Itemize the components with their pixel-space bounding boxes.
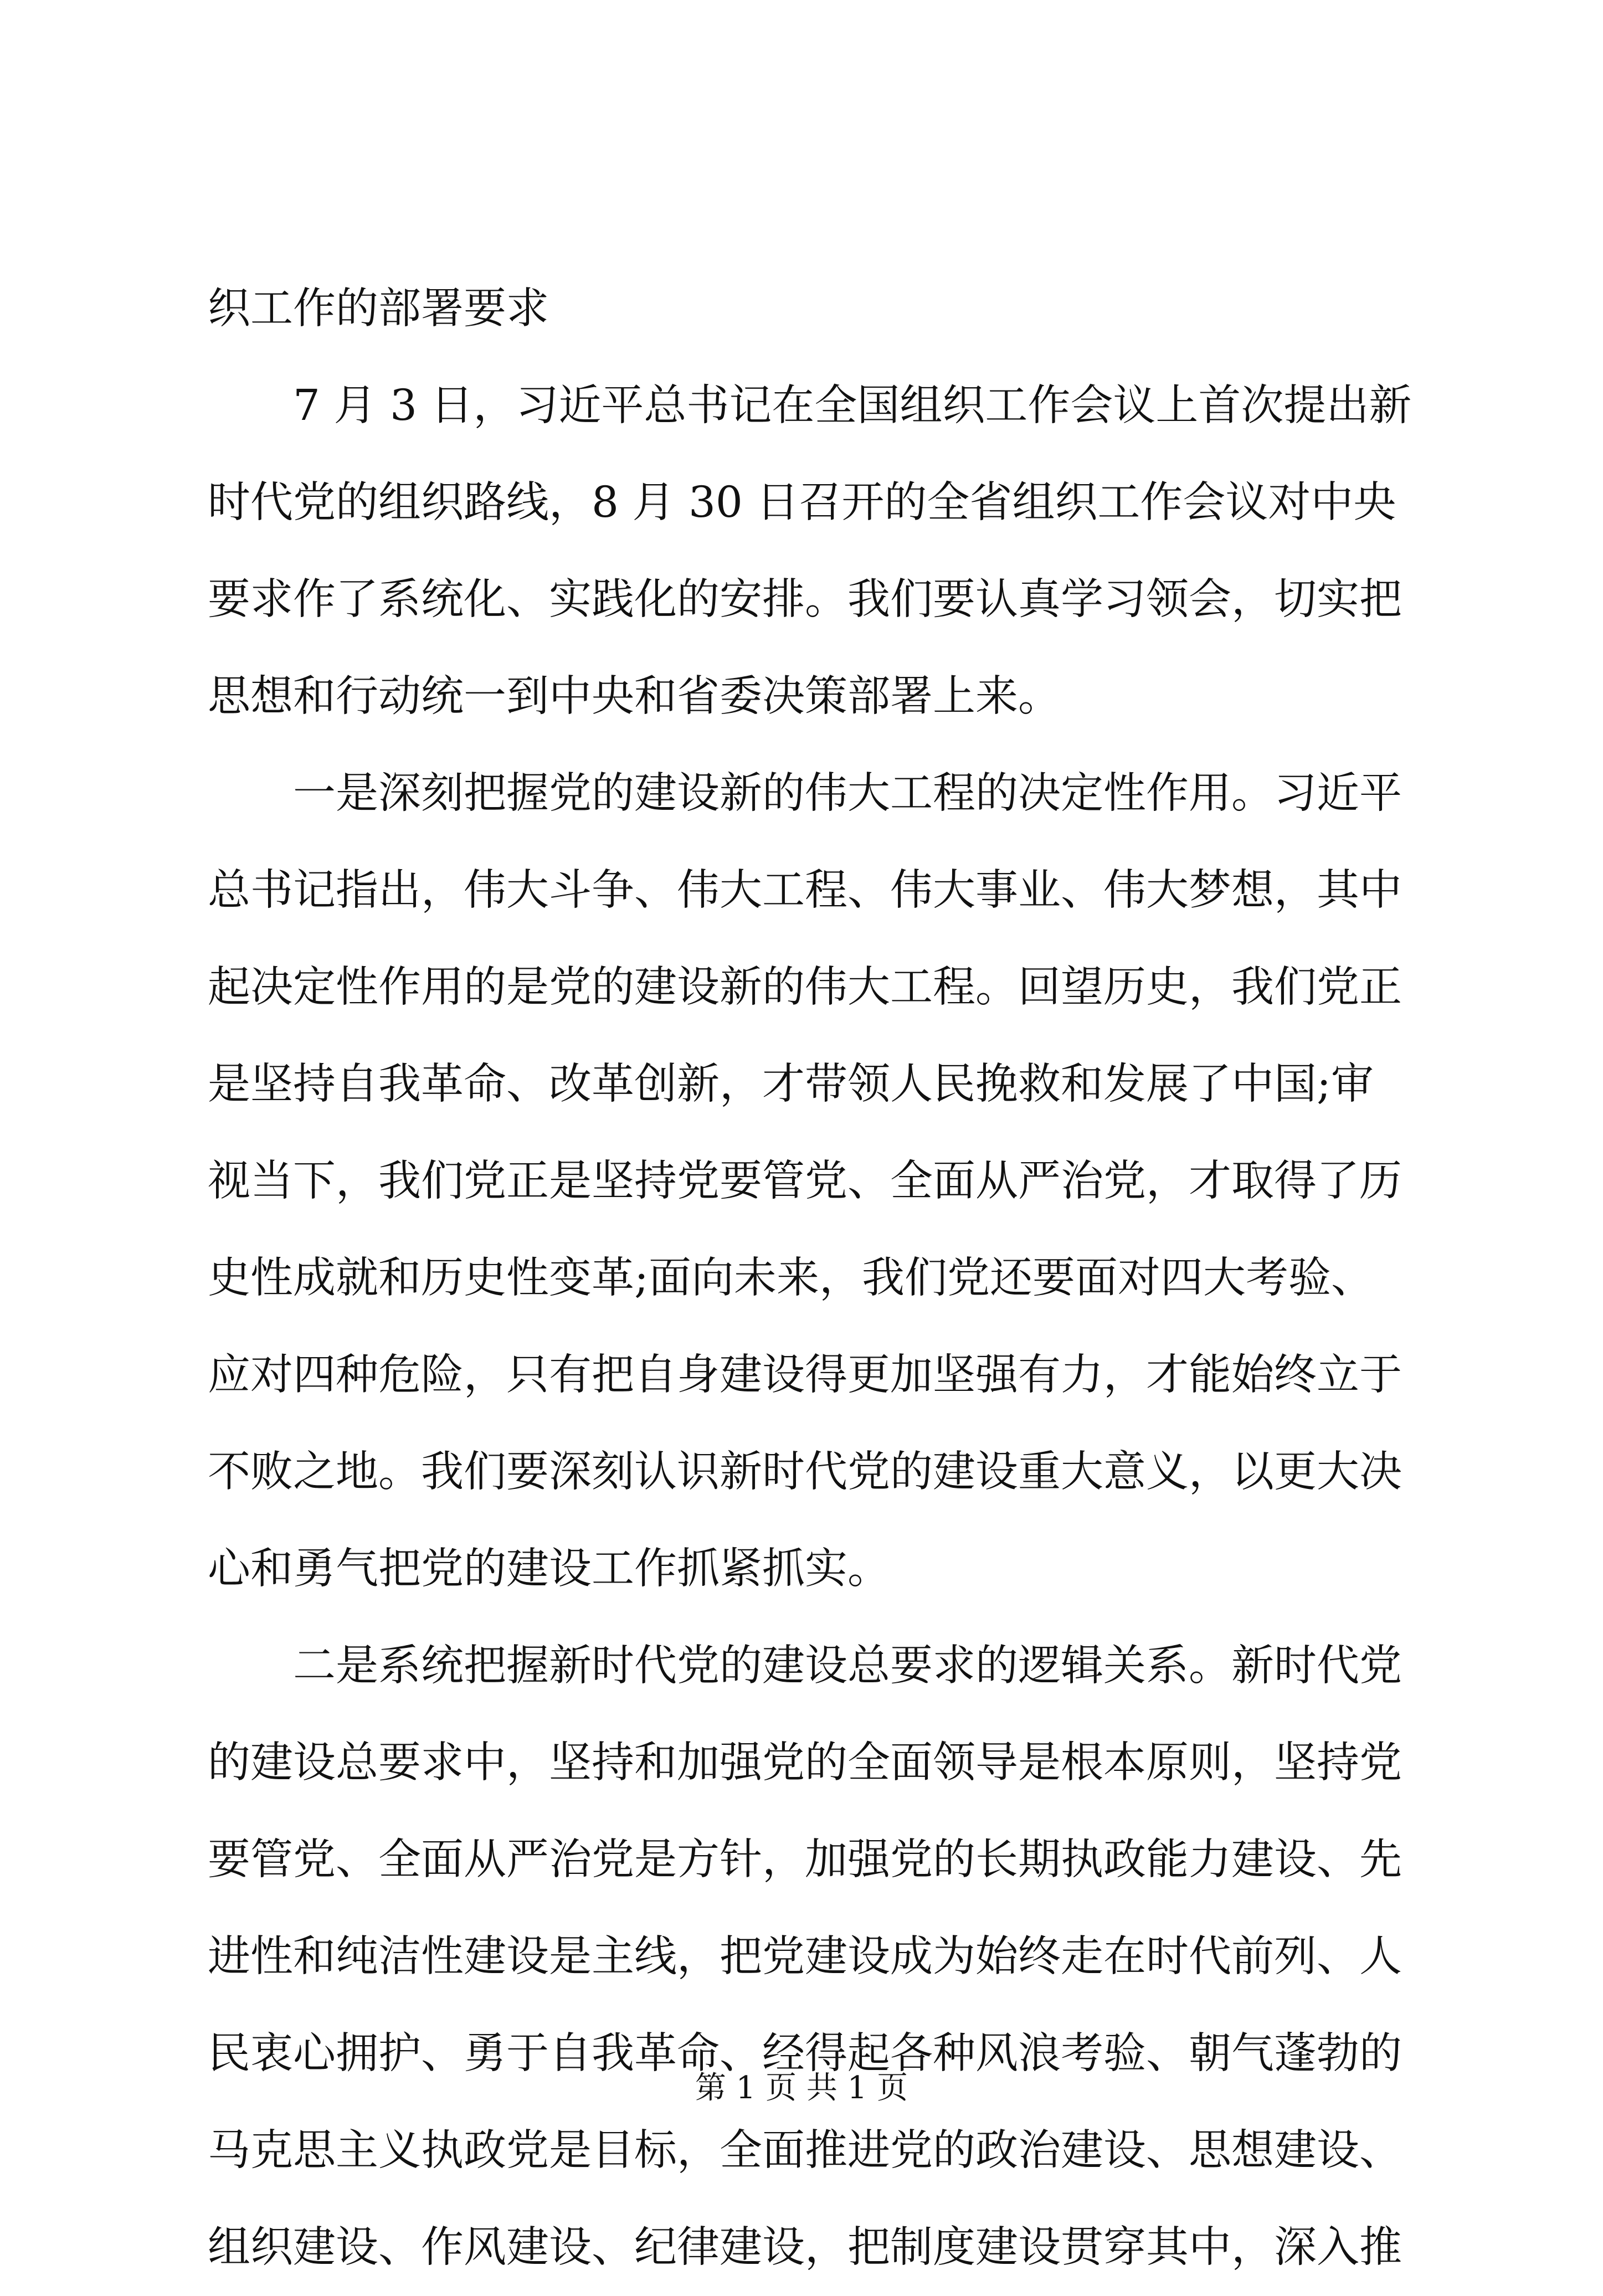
- text-line: 思想和行动统一到中央和省委决策部署上来。: [208, 672, 1061, 721]
- text-line: 马克思主义执政党是目标，全面推进党的政治建设、思想建设、: [208, 2126, 1402, 2175]
- text-line: 视当下，我们党正是坚持党要管党、全面从严治党，才取得了历: [208, 1157, 1402, 1206]
- text-line: 心和勇气把党的建设工作抓紧抓实。: [208, 1544, 890, 1594]
- text-line: 的建设总要求中，坚持和加强党的全面领导是根本原则，坚持党: [208, 1738, 1402, 1788]
- text-line: 总书记指出，伟大斗争、伟大工程、伟大事业、伟大梦想，其中: [208, 866, 1402, 915]
- text-line: 二是系统把握新时代党的建设总要求的逻辑关系。新时代党: [293, 1641, 1402, 1691]
- document-body: [208, 260, 1412, 2296]
- text-line: 要求作了系统化、实践化的安排。我们要认真学习领会，切实把: [208, 575, 1402, 624]
- text-line: 组织建设、作风建设、纪律建设，把制度建设贯穿其中，深入推: [208, 2223, 1402, 2272]
- text-line: 史性成就和历史性变革;面向未来，我们党还要面对四大考验、: [208, 1254, 1374, 1303]
- text-line: 要管党、全面从严治党是方针，加强党的长期执政能力建设、先: [208, 1835, 1402, 1884]
- text-line: 应对四种危险，只有把自身建设得更加坚强有力，才能始终立于: [208, 1350, 1402, 1400]
- text-line: 一是深刻把握党的建设新的伟大工程的决定性作用。习近平: [293, 769, 1402, 818]
- text-line: 起决定性作用的是党的建设新的伟大工程。回望历史，我们党正: [208, 963, 1402, 1012]
- text-line: 不败之地。我们要深刻认识新时代党的建设重大意义，以更大决: [208, 1447, 1402, 1497]
- page-footer: 第 1 页 共 1 页: [695, 2070, 908, 2106]
- text-line: 民衷心拥护、勇于自我革命、经得起各种风浪考验、朝气蓬勃的: [208, 2029, 1402, 2078]
- text-line: 时代党的组织路线，8 月 30 日召开的全省组织工作会议对中央: [208, 478, 1396, 527]
- text-line: 是坚持自我革命、改革创新，才带领人民挽救和发展了中国;审: [208, 1060, 1374, 1109]
- text-line: 进性和纯洁性建设是主线，把党建设成为始终走在时代前列、人: [208, 1932, 1402, 1981]
- text-line: 7 月 3 日，习近平总书记在全国组织工作会议上首次提出新: [293, 381, 1412, 430]
- text-line: 织工作的部署要求: [208, 284, 549, 333]
